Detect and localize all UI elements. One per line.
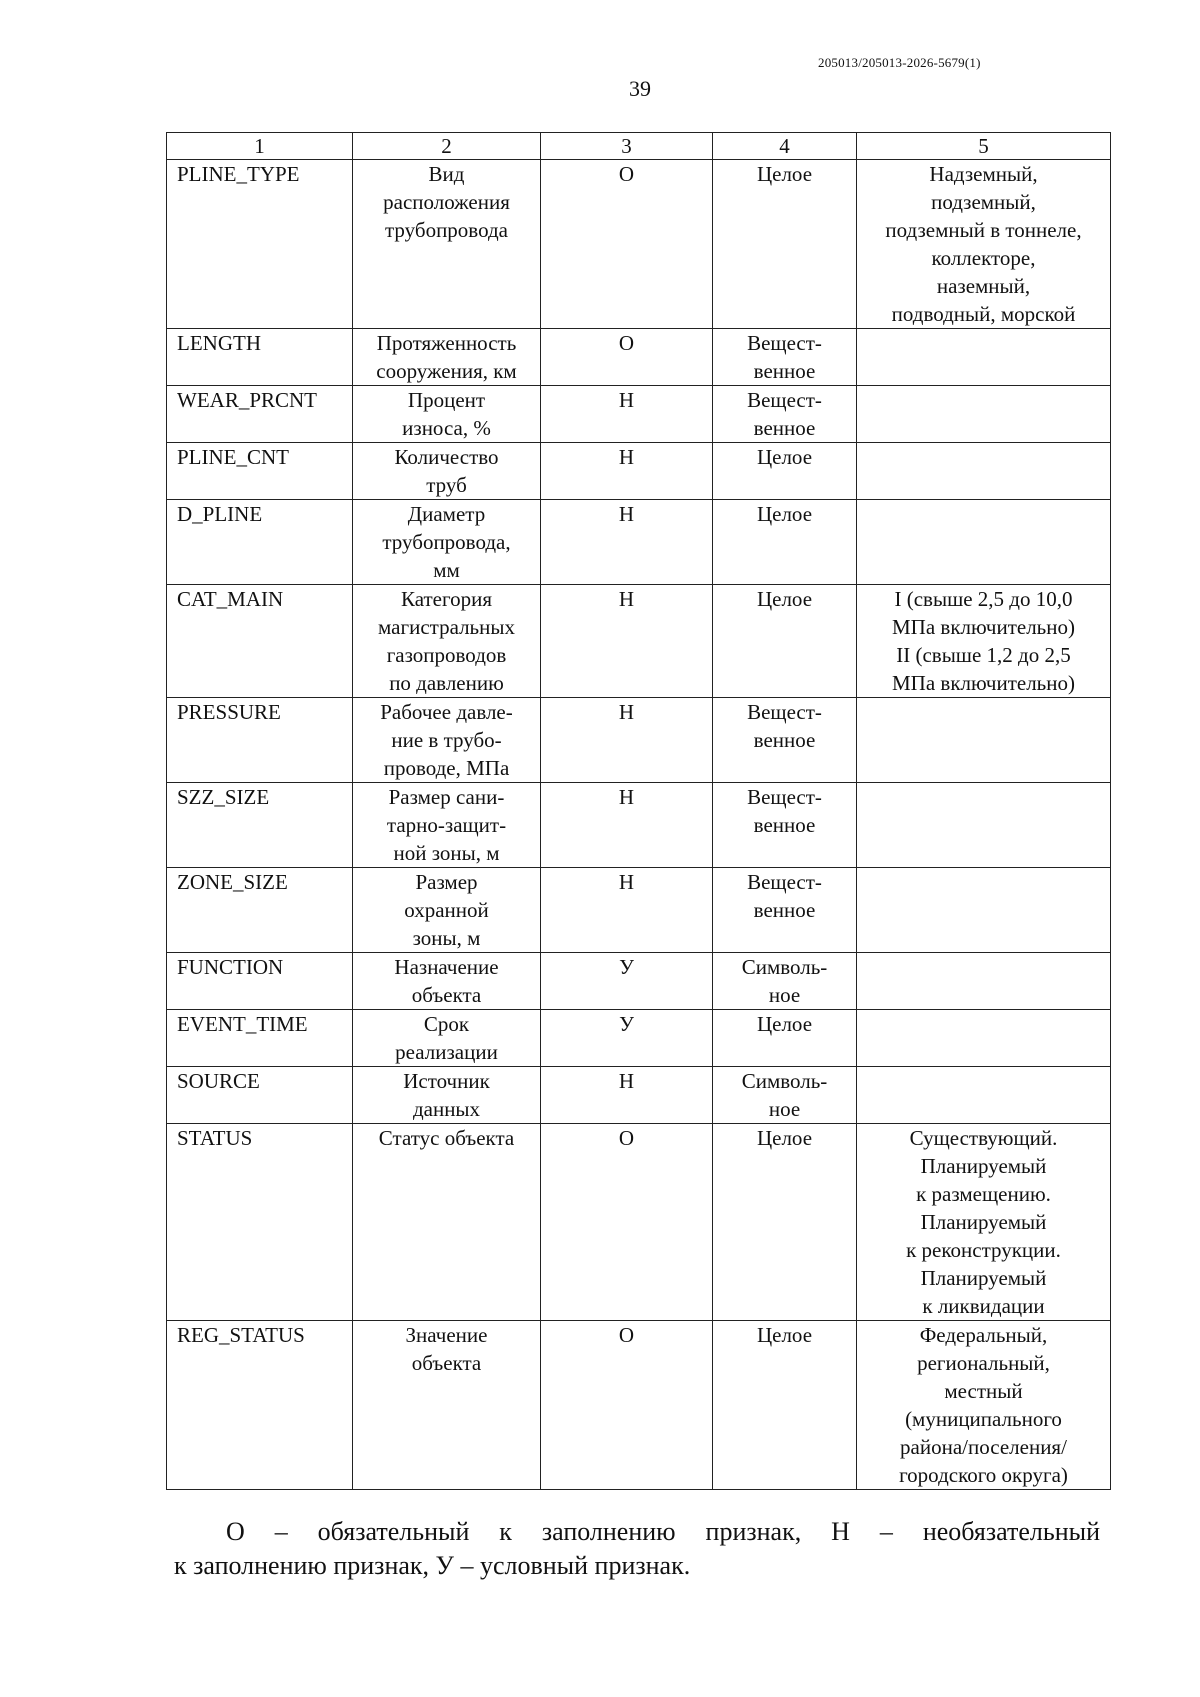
field-name-cell: SOURCE <box>167 1067 353 1124</box>
data-type-cell <box>713 160 857 329</box>
field-name-cell: ZONE_SIZE <box>167 868 353 953</box>
allowed-values-cell <box>857 386 1111 443</box>
allowed-values-cell <box>857 868 1111 953</box>
required-flag-cell: Н <box>541 698 713 783</box>
required-flag-cell: Н <box>541 386 713 443</box>
allowed-value-line: Федеральный, <box>919 1323 1048 1347</box>
field-name-cell: PRESSURE <box>167 698 353 783</box>
field-name-cell: PLINE_TYPE <box>167 160 353 329</box>
field-description-cell <box>353 698 541 783</box>
column-header: 4 <box>713 133 857 160</box>
allowed-values-cell <box>857 1124 1111 1321</box>
description-line: износа, % <box>402 416 491 440</box>
data-type-line: Символь- <box>741 955 828 979</box>
description-line: реализации <box>395 1040 498 1064</box>
description-line: Назначение <box>394 955 499 979</box>
allowed-value-line: наземный, <box>936 274 1031 298</box>
table-row <box>167 783 1111 868</box>
table-row <box>167 500 1111 585</box>
allowed-value-line: МПа включительно) <box>892 615 1075 639</box>
required-flag-cell: О <box>541 1321 713 1490</box>
field-name-cell: D_PLINE <box>167 500 353 585</box>
allowed-values-cell <box>857 443 1111 500</box>
page-number: 39 <box>629 76 651 101</box>
allowed-value-line: подводный, морской <box>891 302 1076 326</box>
allowed-value-line: Планируемый <box>920 1266 1047 1290</box>
description-line: объекта <box>411 983 482 1007</box>
field-description-cell <box>353 329 541 386</box>
field-description-cell <box>353 783 541 868</box>
column-header: 2 <box>353 133 541 160</box>
required-flag-cell: О <box>541 329 713 386</box>
allowed-value-line: местный <box>944 1379 1023 1403</box>
field-name-cell: FUNCTION <box>167 953 353 1010</box>
data-type-cell <box>713 868 857 953</box>
data-type-cell <box>713 953 857 1010</box>
column-header: 3 <box>541 133 713 160</box>
allowed-value-line: Планируемый <box>920 1154 1047 1178</box>
attribute-table-body <box>167 133 1111 1490</box>
allowed-value-line: к ликвидации <box>922 1294 1045 1318</box>
allowed-values-cell <box>857 783 1111 868</box>
description-line: ние в трубо- <box>391 728 502 752</box>
description-line: Рабочее давле- <box>380 700 513 724</box>
allowed-value-line: I (свыше 2,5 до 10,0 <box>894 587 1073 611</box>
required-flag-cell: О <box>541 1124 713 1321</box>
data-type-cell <box>713 386 857 443</box>
data-type-line: венное <box>753 359 816 383</box>
allowed-values-cell <box>857 1067 1111 1124</box>
description-line: Категория <box>401 587 492 611</box>
allowed-values-cell <box>857 1010 1111 1067</box>
description-line: зоны, м <box>412 926 481 950</box>
allowed-value-line: Надземный, <box>929 162 1038 186</box>
data-type-line: венное <box>753 728 816 752</box>
field-name-cell: EVENT_TIME <box>167 1010 353 1067</box>
field-description-cell <box>353 443 541 500</box>
description-line: трубопровода <box>385 218 508 242</box>
field-name-cell: SZZ_SIZE <box>167 783 353 868</box>
allowed-value-line: II (свыше 1,2 до 2,5 <box>896 643 1071 667</box>
data-type-cell <box>713 500 857 585</box>
field-name-cell: PLINE_CNT <box>167 443 353 500</box>
table-row <box>167 868 1111 953</box>
description-line: расположения <box>383 190 510 214</box>
data-type-cell <box>713 585 857 698</box>
data-type-cell <box>713 783 857 868</box>
data-type-line: Целое <box>756 587 813 611</box>
description-line: Диаметр <box>407 502 486 526</box>
data-type-line: Вещест- <box>747 700 822 724</box>
description-line: Размер <box>415 870 478 894</box>
data-type-line: Вещест- <box>747 870 822 894</box>
data-type-line: венное <box>753 898 816 922</box>
description-line: труб <box>426 473 467 497</box>
data-type-line: Целое <box>756 1126 813 1150</box>
required-flag-cell: У <box>541 1010 713 1067</box>
data-type-cell <box>713 698 857 783</box>
description-line: сооружения, км <box>376 359 517 383</box>
field-description-cell <box>353 1067 541 1124</box>
field-description-cell <box>353 953 541 1010</box>
allowed-values-cell <box>857 160 1111 329</box>
allowed-values-cell <box>857 329 1111 386</box>
description-line: газопроводов <box>386 643 507 667</box>
field-description-cell <box>353 1010 541 1067</box>
required-flag-cell: Н <box>541 443 713 500</box>
description-line: по давлению <box>389 671 504 695</box>
description-line: объекта <box>411 1351 482 1375</box>
allowed-value-line: подземный, <box>931 190 1036 214</box>
field-name-cell: WEAR_PRCNT <box>167 386 353 443</box>
field-name-cell: CAT_MAIN <box>167 585 353 698</box>
table-header-row <box>167 133 1111 160</box>
allowed-value-line: МПа включительно) <box>892 671 1075 695</box>
data-type-line: Символь- <box>741 1069 828 1093</box>
data-type-cell <box>713 329 857 386</box>
data-type-cell <box>713 1124 857 1321</box>
field-description-cell <box>353 868 541 953</box>
field-description-cell <box>353 500 541 585</box>
data-type-cell <box>713 1010 857 1067</box>
table-row <box>167 1010 1111 1067</box>
data-type-line: венное <box>753 416 816 440</box>
description-line: проводе, МПа <box>383 756 510 780</box>
field-description-cell <box>353 386 541 443</box>
field-name-cell: LENGTH <box>167 329 353 386</box>
allowed-value-line: Существующий. <box>909 1126 1058 1150</box>
data-type-line: ное <box>768 983 801 1007</box>
allowed-value-line: к размещению. <box>916 1182 1051 1206</box>
description-line: тарно-защит- <box>386 813 507 837</box>
table-row <box>167 585 1111 698</box>
description-line: Размер сани- <box>388 785 505 809</box>
allowed-values-cell <box>857 953 1111 1010</box>
table-row <box>167 160 1111 329</box>
column-header: 1 <box>167 133 353 160</box>
field-description-cell <box>353 160 541 329</box>
required-flag-cell: Н <box>541 585 713 698</box>
allowed-value-line: Планируемый <box>920 1210 1047 1234</box>
required-flag-cell: У <box>541 953 713 1010</box>
table-row <box>167 953 1111 1010</box>
required-flag-cell: О <box>541 160 713 329</box>
description-line: Статус объекта <box>378 1126 515 1150</box>
data-type-line: Вещест- <box>747 388 822 412</box>
data-type-cell <box>713 1067 857 1124</box>
data-type-line: Целое <box>756 502 813 526</box>
field-name-cell: STATUS <box>167 1124 353 1321</box>
allowed-value-line: подземный в тоннеле, <box>885 218 1082 242</box>
table-row <box>167 443 1111 500</box>
attribute-table <box>166 132 1111 1490</box>
description-line: Вид <box>428 162 465 186</box>
allowed-values-cell <box>857 698 1111 783</box>
allowed-value-line: к реконструкции. <box>906 1238 1061 1262</box>
column-header: 5 <box>857 133 1111 160</box>
description-line: Значение <box>405 1323 488 1347</box>
footnote-line-2: к заполнению признак, У – условный признак. <box>174 1551 691 1580</box>
description-line: данных <box>412 1097 481 1121</box>
allowed-value-line: городского округа) <box>899 1463 1068 1487</box>
field-description-cell <box>353 1124 541 1321</box>
description-line: мм <box>433 558 460 582</box>
description-line: трубопровода, <box>382 530 511 554</box>
data-type-line: Целое <box>756 1012 813 1036</box>
field-description-cell <box>353 1321 541 1490</box>
allowed-value-line: коллекторе, <box>931 246 1036 270</box>
allowed-values-cell <box>857 1321 1111 1490</box>
description-line: Срок <box>423 1012 470 1036</box>
required-flag-cell: Н <box>541 1067 713 1124</box>
data-type-line: ное <box>768 1097 801 1121</box>
table-row <box>167 1321 1111 1490</box>
table-row <box>167 1067 1111 1124</box>
description-line: Процент <box>407 388 486 412</box>
data-type-line: Целое <box>756 1323 813 1347</box>
data-type-line: Вещест- <box>747 785 822 809</box>
allowed-values-cell <box>857 500 1111 585</box>
data-type-line: Целое <box>756 162 813 186</box>
table-row <box>167 1124 1111 1321</box>
table-row <box>167 698 1111 783</box>
data-type-line: венное <box>753 813 816 837</box>
description-line: Количество <box>394 445 499 469</box>
required-flag-cell: Н <box>541 783 713 868</box>
required-flag-cell: Н <box>541 868 713 953</box>
footnote <box>174 1515 1100 1583</box>
description-line: охранной <box>404 898 489 922</box>
description-line: ной зоны, м <box>393 841 500 865</box>
data-type-cell <box>713 1321 857 1490</box>
table-row <box>167 386 1111 443</box>
data-type-cell <box>713 443 857 500</box>
field-name-cell: REG_STATUS <box>167 1321 353 1490</box>
allowed-value-line: (муниципального <box>905 1407 1062 1431</box>
description-line: Протяженность <box>376 331 517 355</box>
table-row <box>167 329 1111 386</box>
allowed-values-cell <box>857 585 1111 698</box>
description-line: Источник <box>403 1069 490 1093</box>
allowed-value-line: района/поселения/ <box>900 1435 1067 1459</box>
data-type-line: Вещест- <box>747 331 822 355</box>
data-type-line: Целое <box>756 445 813 469</box>
required-flag-cell: Н <box>541 500 713 585</box>
document-code: 205013/205013-2026-5679(1) <box>818 55 981 70</box>
field-description-cell <box>353 585 541 698</box>
description-line: магистральных <box>378 615 515 639</box>
allowed-value-line: региональный, <box>917 1351 1050 1375</box>
footnote-line-1: О – обязательный к заполнению признак, Н – необязательный <box>226 1517 1100 1546</box>
